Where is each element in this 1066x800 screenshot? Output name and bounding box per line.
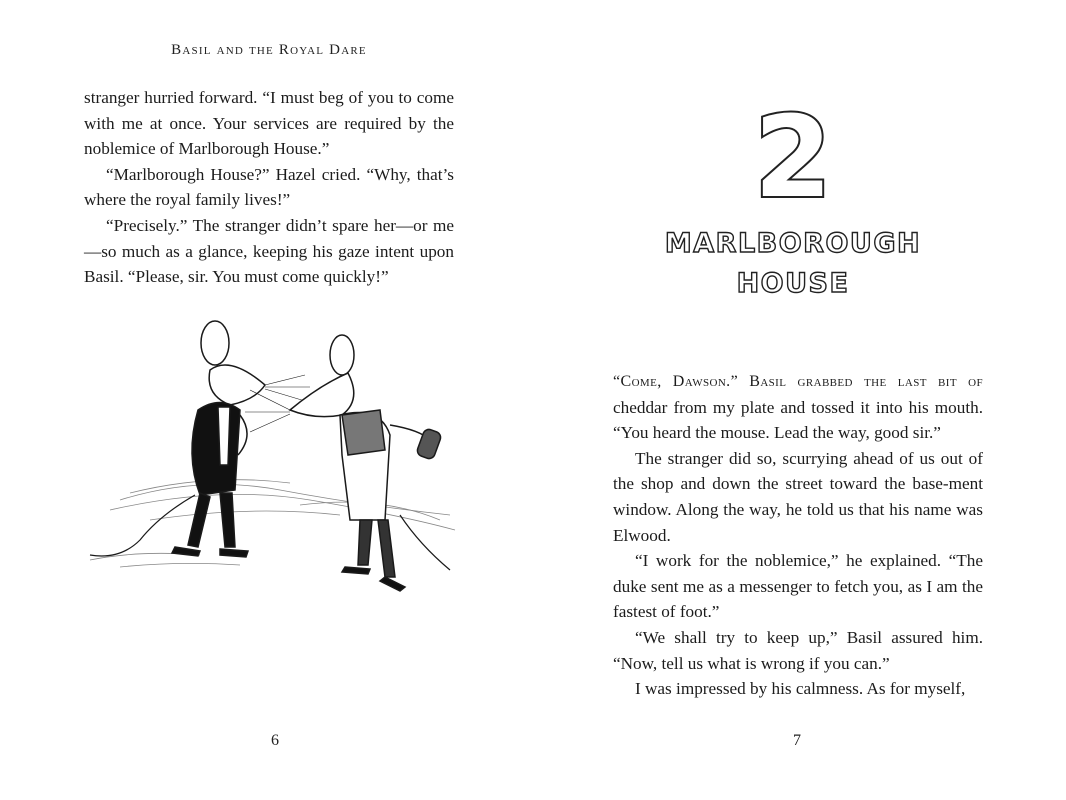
left-body-text — [84, 85, 454, 290]
chapter-number: 2 — [754, 93, 832, 223]
chapter-title — [653, 224, 933, 304]
paragraph: “Precisely.” The stranger didn’t spare her—or me—so much as a glance, keeping his gaze intent upon Basil. “Please, sir. You must come quickly!” — [84, 215, 454, 287]
page-number: 7 — [793, 732, 801, 749]
paragraph: “Marlborough House?” Hazel cried. “Why, that’s where the royal family lives!” — [84, 164, 454, 210]
chapter-title-line1: MARLBOROUGH — [664, 228, 922, 259]
page-number: 6 — [271, 732, 279, 749]
paragraph: stranger hurried forward. “I must beg of you to come with me at once. Your services are required by the noblemice of Marlborough House.” — [84, 88, 454, 159]
basil-figure — [90, 321, 310, 557]
mice-illustration — [80, 315, 460, 595]
paragraph: I was impressed by his calmness. As for myself, — [635, 679, 966, 699]
opening-line — [613, 368, 983, 395]
chapter-title-line2: HOUSE — [736, 268, 850, 299]
stranger-figure — [245, 335, 450, 591]
opening-small-caps: “Come, Dawson.” Basil grabbed the last bit of — [613, 373, 983, 390]
running-head: Basil and the Royal Dare — [171, 42, 367, 58]
right-body-text — [613, 368, 983, 702]
paragraph: “We shall try to keep up,” Basil assured him. “Now, tell us what is wrong if you can.” — [613, 627, 983, 673]
paragraph: The stranger did so, scurrying ahead of us out of the shop and down the street toward the base-ment window. Along the way, he told us that his name was Elwood. — [613, 448, 983, 545]
paragraph: “I work for the noblemice,” he explained. “The duke sent me as a messenger to fetch you, as I am the fastest of foot.” — [613, 551, 983, 622]
paragraph: cheddar from my plate and tossed it into his mouth. “You heard the mouse. Lead the way, good sir.” — [613, 397, 983, 443]
right-page — [533, 0, 1066, 800]
